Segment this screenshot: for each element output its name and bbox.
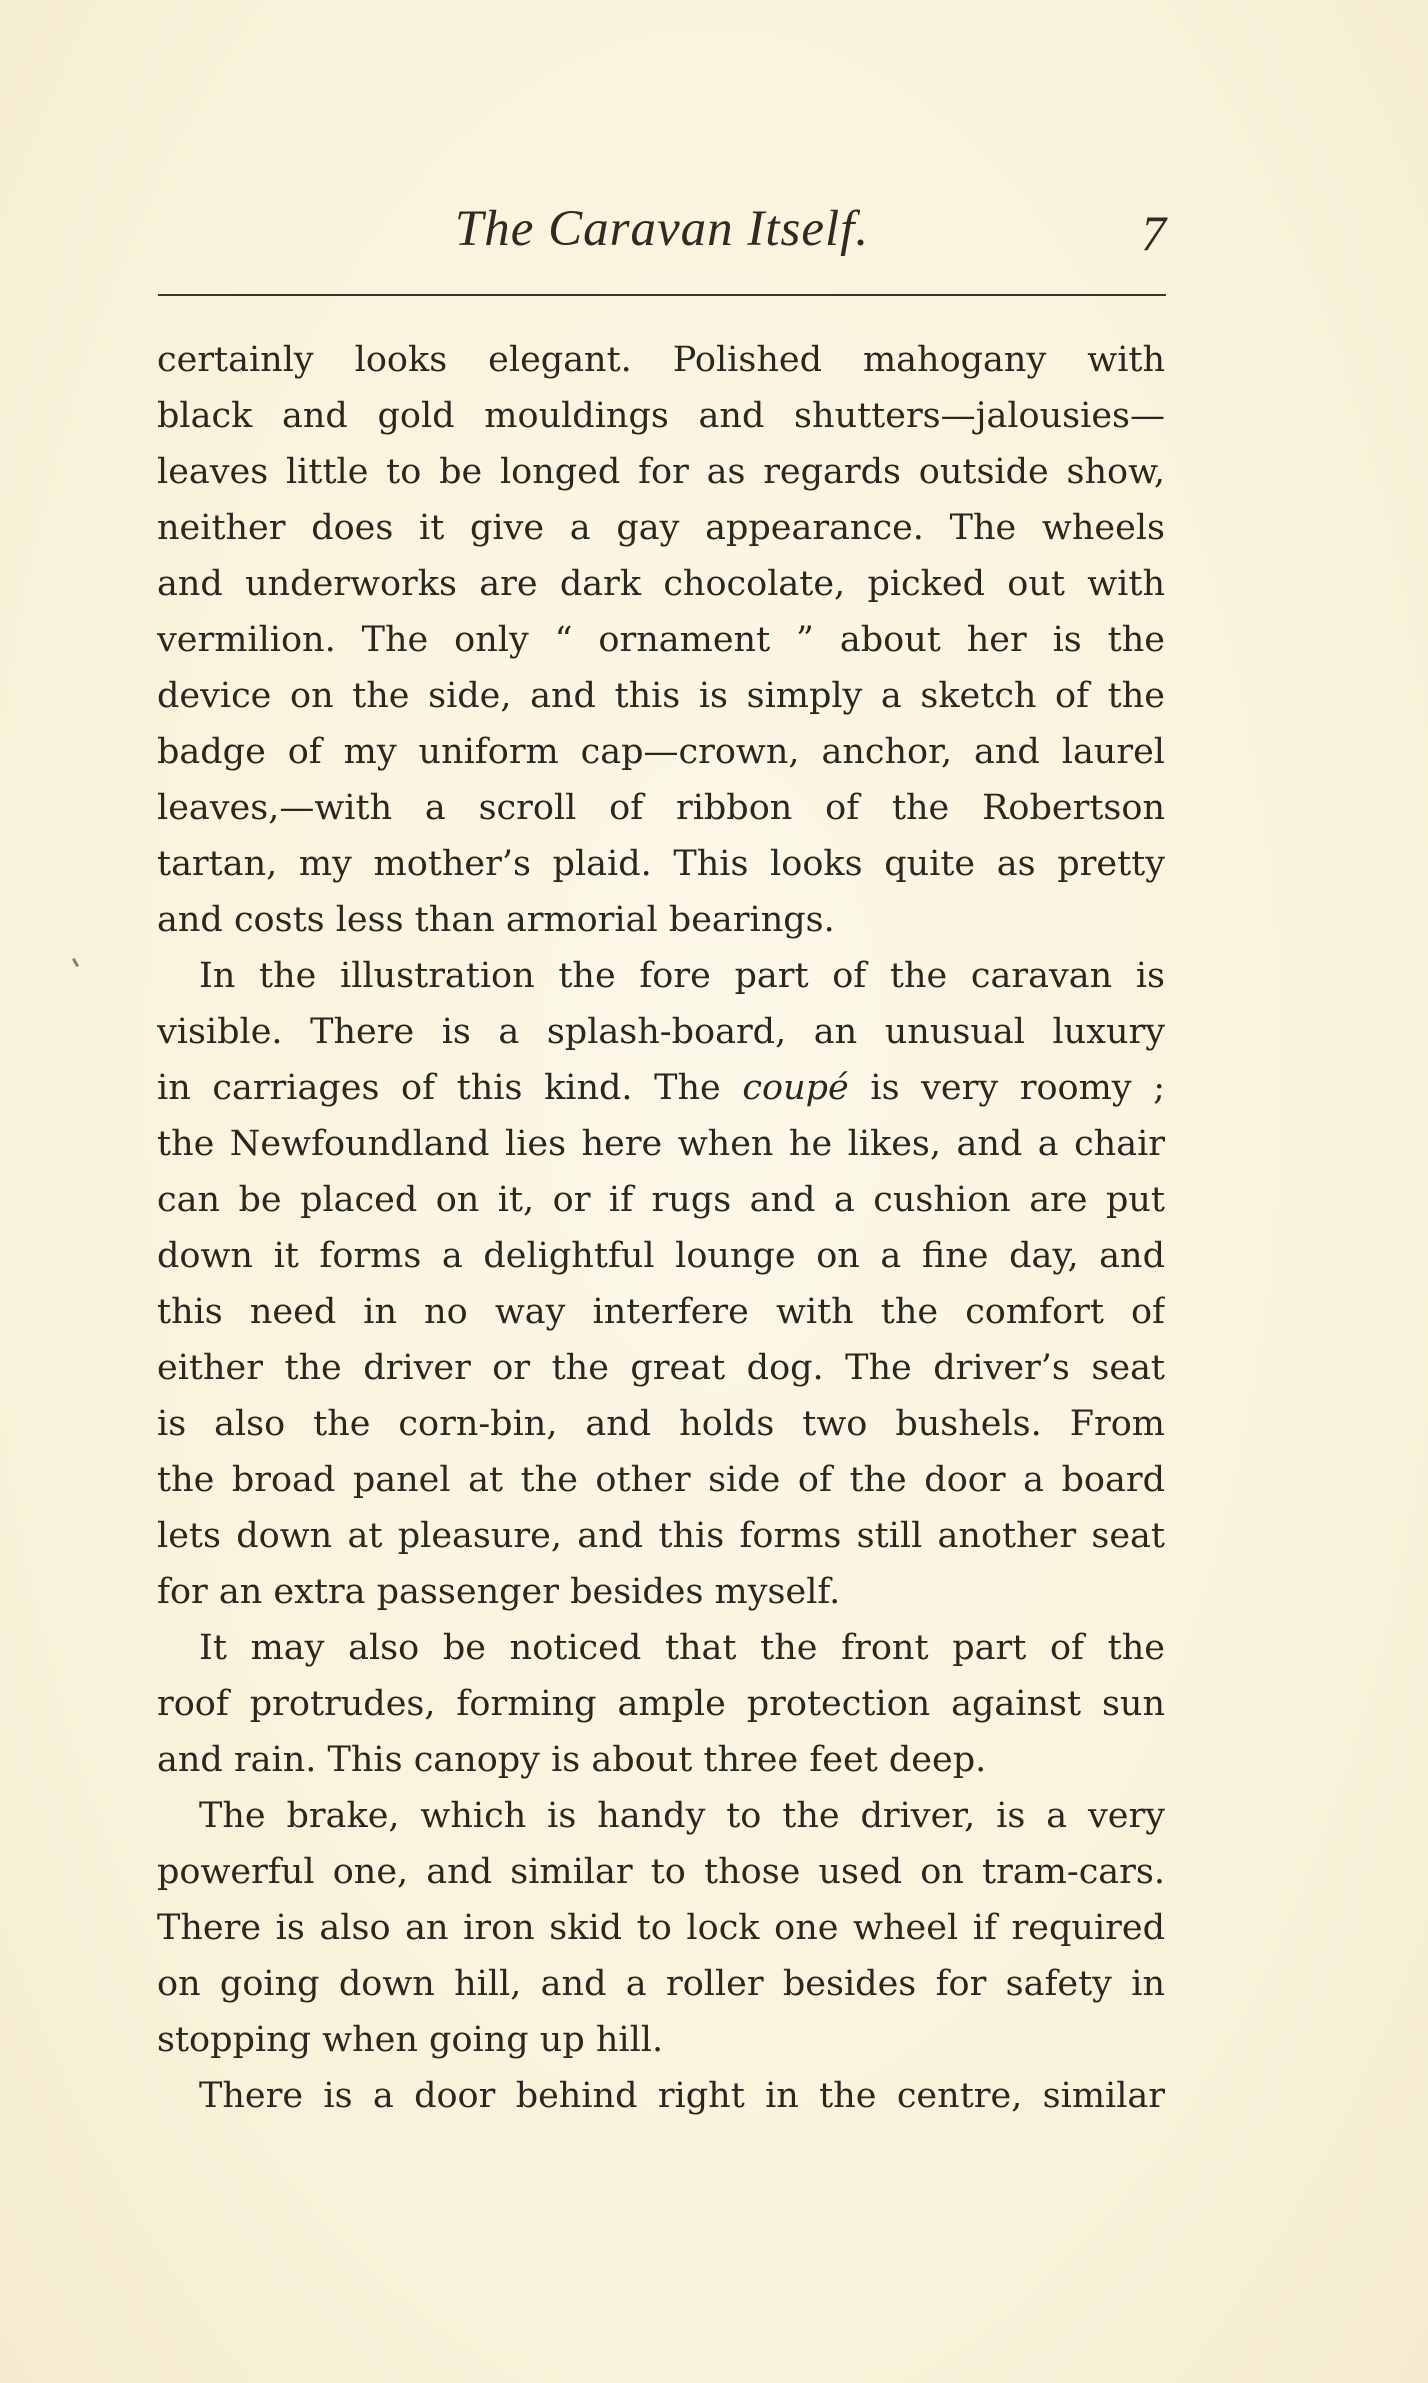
line-segment: is very roomy ;: [848, 1068, 1165, 1108]
text-line: tartan, my mother’s plaid. This looks quite as pretty: [157, 844, 1165, 884]
text-line: leaves little to be longed for as regards outside show,: [157, 452, 1165, 492]
italic-word: coupé: [742, 1068, 849, 1108]
text-line: on going down hill, and a roller besides for safety in: [157, 1964, 1165, 2004]
text-line: badge of my uniform cap—crown, anchor, and laurel: [157, 732, 1165, 772]
text-line: There is a door behind right in the centre, similar: [199, 2076, 1165, 2116]
text-line: down it forms a delightful lounge on a fine day, and: [157, 1236, 1165, 1276]
text-line: and costs less than armorial bearings.: [157, 900, 835, 940]
stray-ink-mark: [72, 958, 79, 967]
text-line: vermilion. The only “ ornament ” about her is the: [157, 620, 1165, 660]
text-line: the broad panel at the other side of the door a board: [157, 1460, 1165, 1500]
text-line: In the illustration the fore part of the caravan is: [199, 956, 1165, 996]
text-line: can be placed on it, or if rugs and a cushion are put: [157, 1180, 1165, 1220]
text-line-with-italic: [157, 1060, 1165, 1116]
text-line: It may also be noticed that the front part of the: [199, 1628, 1165, 1668]
text-line: this need in no way interfere with the comfort of: [157, 1292, 1165, 1332]
text-line: certainly looks elegant. Polished mahogany with: [157, 340, 1165, 380]
page-number: 7: [1141, 205, 1166, 261]
text-line: There is also an iron skid to lock one wheel if required: [157, 1908, 1165, 1948]
text-line: black and gold mouldings and shutters—jalousies—: [157, 396, 1165, 436]
text-line: visible. There is a splash-board, an unusual luxury: [157, 1012, 1165, 1052]
text-line: powerful one, and similar to those used on tram-cars.: [157, 1852, 1165, 1892]
text-line: is also the corn-bin, and holds two bushels. From: [157, 1404, 1165, 1444]
body-text: [157, 332, 1165, 2124]
text-line: device on the side, and this is simply a sketch of the: [157, 676, 1165, 716]
text-line: the Newfoundland lies here when he likes, and a chair: [157, 1124, 1165, 1164]
text-line: lets down at pleasure, and this forms still another seat: [157, 1516, 1165, 1556]
text-line: and rain. This canopy is about three feet deep.: [157, 1740, 987, 1780]
text-line: leaves,—with a scroll of ribbon of the Robertson: [157, 788, 1165, 828]
text-line: roof protrudes, forming ample protection against sun: [157, 1684, 1165, 1724]
text-line: The brake, which is handy to the driver, is a very: [199, 1796, 1165, 1836]
page-header: [158, 200, 1166, 290]
running-head: The Caravan Itself.: [454, 201, 870, 257]
line-segment: in carriages of this kind. The: [157, 1068, 743, 1108]
text-line: stopping when going up hill.: [157, 2020, 664, 2060]
text-line: neither does it give a gay appearance. The wheels: [157, 508, 1165, 548]
text-line: for an extra passenger besides myself.: [157, 1572, 841, 1612]
header-rule: [158, 294, 1166, 296]
text-line: either the driver or the great dog. The driver’s seat: [157, 1348, 1165, 1388]
text-line: and underworks are dark chocolate, picked out with: [157, 564, 1165, 604]
